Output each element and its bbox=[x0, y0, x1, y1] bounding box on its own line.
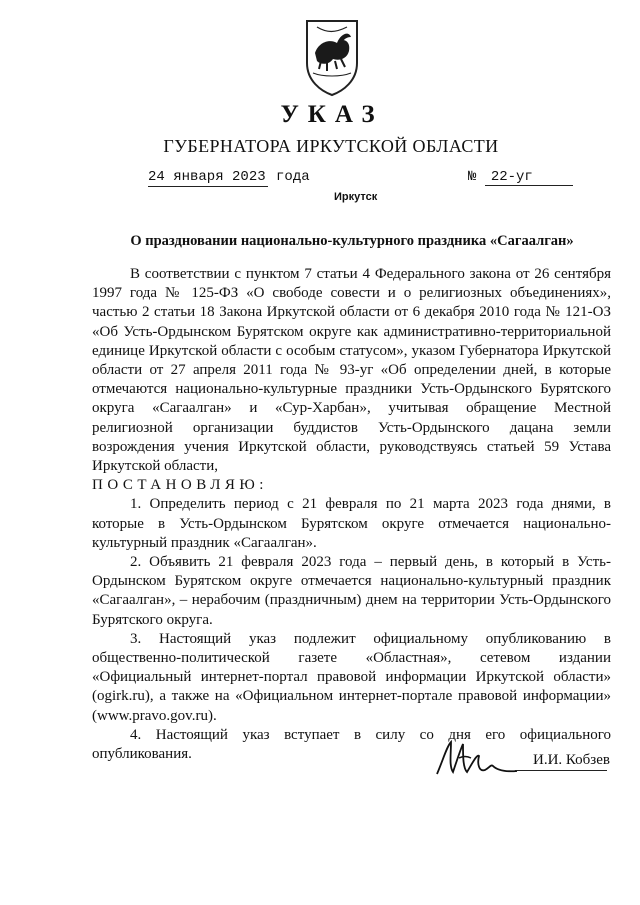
signature-line bbox=[515, 770, 607, 771]
decree-subject: О праздновании национально-культурного праздника «Сагаалган» bbox=[130, 233, 574, 249]
decree-item: 1. Определить период с 21 февраля по 21 марта 2023 года днями, в которые в Усть-Ордынском Бурятском округе отмечается национально-культурный праздник «Сагаалган». bbox=[92, 496, 611, 551]
decree-item: 3. Настоящий указ подлежит официальному опубликованию в общественно-политической газете «Областная», сетевом издании «Официальный интернет-портал правовой информации Иркутской области» (ogirk.ru), а также на «Официальном интернет-портале правовой информации» (www.pravo.gov.ru). bbox=[92, 630, 611, 724]
issuer-title: ГУБЕРНАТОРА ИРКУТСКОЙ ОБЛАСТИ bbox=[163, 136, 499, 156]
decree-body bbox=[92, 265, 611, 764]
decree-item: 4. Настоящий указ вступает в силу со дня его официального опубликования. bbox=[92, 726, 611, 763]
number-label: № bbox=[468, 169, 477, 185]
date-suffix: года bbox=[276, 169, 310, 185]
signature-mark bbox=[433, 738, 533, 780]
number-value: 22-уг bbox=[485, 169, 573, 186]
date-value: 24 января 2023 bbox=[148, 169, 266, 185]
decree-word: ПОСТАНОВЛЯЮ: bbox=[92, 477, 268, 494]
signatory-name: И.И. Кобзев bbox=[533, 752, 610, 768]
decree-item: 2. Объявить 21 февраля 2023 года – первый день, в который в Усть-Ордынском Бурятском округе отмечается национально-культурный праздник «Сагаалган», – нерабочим (праздничным) днем на территории Усть-Ордынского Бурятского округа. bbox=[92, 554, 611, 628]
decree-title: УКАЗ bbox=[280, 101, 384, 128]
coat-of-arms-icon bbox=[303, 17, 361, 97]
city-name: Иркутск bbox=[334, 191, 378, 203]
decree-number bbox=[468, 169, 573, 186]
decree-date bbox=[148, 169, 310, 187]
preamble-paragraph: В соответствии с пунктом 7 статьи 4 Федерального закона от 26 сентября 1997 года № 125-ФЗ «О свободе совести и о религиозных объединениях», частью 2 статьи 18 Закона Иркутской области от 6 декабря 2010 года № 121-ОЗ «Об Усть-Ордынском Бурятском округе как административно-территориальной единице Иркутской области с особым статусом», указом Губернатора Иркутской области от 27 апреля 2011 года № 93-уг «Об определении дней, в которые отмечаются национально-культурные праздники Усть-Ордынского Бурятского округа «Сагаалган» и «Сур-Харбан», учитывая обращение Местной религиозной организации буддистов Усть-Ордынского дацана земли возрождения учения Иркутской области, руководствуясь статьей 59 Устава Иркутской области, bbox=[92, 266, 611, 475]
